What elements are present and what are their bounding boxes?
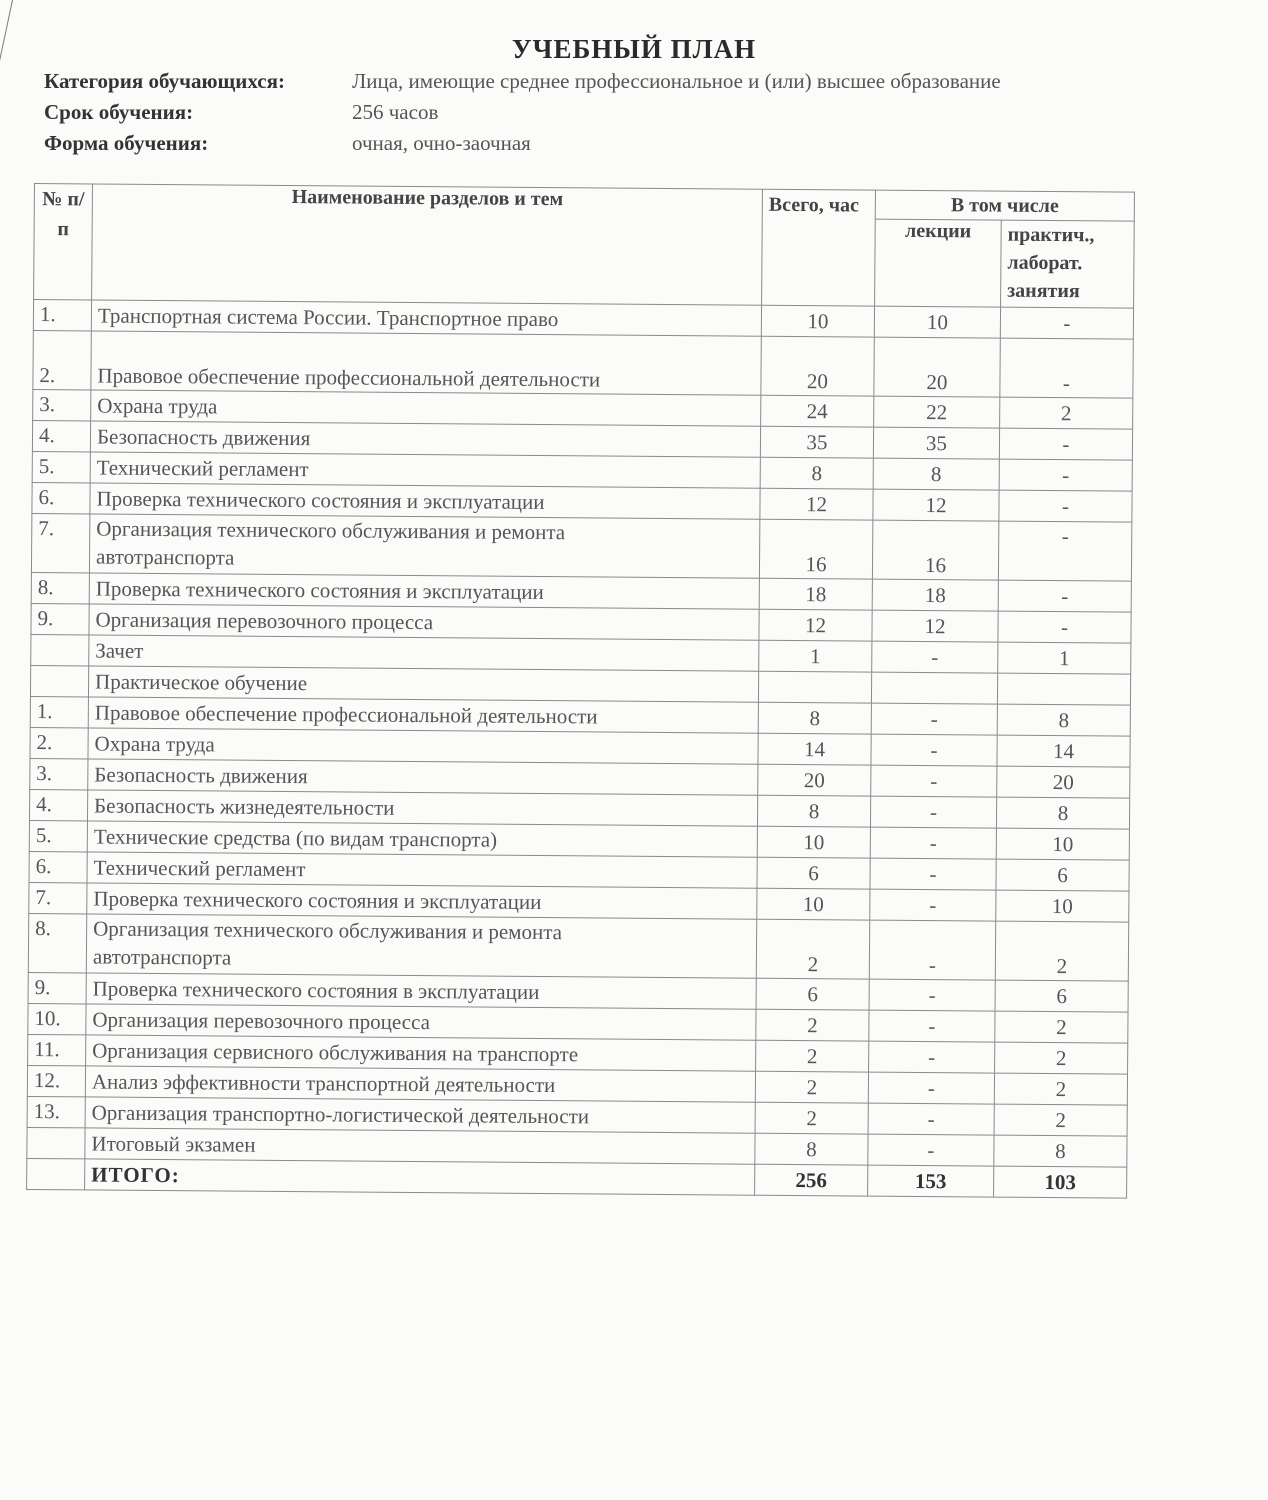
row-name: Технический регламент [87,852,757,888]
row-total: 2 [755,1102,868,1134]
row-practice: - [999,490,1132,522]
meta-value: Лица, имеющие среднее профессиональное и (или) высшее образование [352,69,1001,93]
header-name: Наименование разделов и тем [92,184,763,305]
row-name: Итоговый экзамен [85,1128,755,1164]
row-name: Проверка технического состояния и эксплуатации [90,483,760,519]
row-practice: 2 [995,921,1128,981]
row-lectures: - [869,979,995,1011]
row-lectures: - [870,827,996,859]
row-total: 18 [759,578,872,610]
row-name: Проверка технического состояния и эксплуатации [89,573,759,609]
row-lectures: 12 [873,489,999,521]
curriculum-table [26,183,1135,1199]
row-name: Транспортная система России. Транспортное право [91,300,761,336]
table-row [33,330,1133,398]
row-name: Правовое обеспечение профессиональной деятельности [88,697,758,733]
table-row [31,513,1131,581]
row-practice: 20 [997,766,1130,798]
row-total: 12 [760,488,873,520]
row-lectures: 10 [874,306,1000,338]
row-name: Безопасность движения [90,421,760,457]
row-lectures: - [871,703,997,735]
row-total: 8 [760,457,873,489]
row-num: 7. [29,882,87,913]
row-practice: 10 [996,890,1129,922]
row-lectures: 20 [874,337,1000,397]
row-num: 4. [32,420,90,451]
row-lectures: 8 [873,458,999,490]
row-name: Организация перевозочного процесса [86,1004,756,1040]
row-practice: 8 [997,704,1130,736]
row-lectures: - [869,1041,995,1073]
row-lectures: 16 [872,520,998,580]
row-name-line: автотранспорта [92,944,232,970]
total-hours: 256 [755,1164,868,1196]
row-practice: 10 [996,828,1129,860]
row-num: 8. [31,572,89,603]
meta-label: Форма обучения: [44,131,209,155]
row-total: 24 [761,395,874,427]
row-num: 5. [32,451,90,482]
row-num: 3. [30,758,88,789]
row-total: 10 [761,305,874,337]
row-num: 1. [30,696,88,727]
meta-value: очная, очно-заочная [352,131,531,155]
row-lectures: - [871,765,997,797]
row-name: Организация перевозочного процесса [89,604,759,640]
row-lectures: - [871,734,997,766]
total-label: ИТОГО: [85,1159,755,1195]
row-num: 6. [29,851,87,882]
row-total: 14 [758,733,871,765]
row-total: 2 [756,919,869,979]
row-total: 6 [757,857,870,889]
row-lectures: - [868,1072,994,1104]
row-lectures: 22 [874,396,1000,428]
row-num: 3. [33,389,91,420]
row-total: 12 [759,609,872,641]
row-lectures: - [869,920,995,980]
page-title: УЧЕБНЫЙ ПЛАН [511,34,757,64]
row-num [31,634,89,665]
meta-row-category [44,66,1001,97]
row-total: 8 [757,795,870,827]
row-num [27,1127,85,1158]
row-name: Практическое обучение [88,666,758,702]
row-num: 5. [29,820,87,851]
total-num [27,1158,85,1189]
row-name: Безопасность жизнедеятельности [87,790,757,826]
row-practice: 2 [994,1104,1127,1136]
row-practice: 14 [997,735,1130,767]
row-total: 20 [761,336,874,396]
row-lectures: - [870,796,996,828]
row-practice: 6 [995,980,1128,1012]
meta-row-duration [44,97,1001,128]
row-lectures: - [868,1103,994,1135]
row-name: Охрана труда [91,390,761,426]
row-total [758,671,871,703]
row-num [30,665,88,696]
header-total: Всего, час [762,189,876,306]
header-group: В том числе [875,190,1134,221]
row-num: 1. [33,300,91,331]
row-num: 12. [27,1065,85,1096]
row-practice: - [999,459,1132,491]
row-num: 13. [27,1096,85,1127]
row-name-line: автотранспорта [95,544,235,570]
row-practice: 2 [994,1073,1127,1105]
row-total: 6 [756,978,869,1010]
row-practice: 2 [1000,397,1133,429]
row-num: 2. [30,727,88,758]
row-num: 9. [31,603,89,634]
meta-label: Категория обучающихся: [44,69,285,93]
row-lectures: 35 [873,427,999,459]
row-practice: - [1000,307,1133,339]
row-name [89,514,759,578]
row-total: 10 [757,826,870,858]
header-lectures: лекции [875,219,1002,307]
row-num: 2. [33,330,91,389]
row-name: Анализ эффективности транспортной деятельности [85,1066,755,1102]
row-practice: - [998,521,1131,581]
row-total: 20 [758,764,871,796]
row-num: 9. [28,972,86,1003]
row-lectures: - [868,1134,994,1166]
row-total: 8 [755,1133,868,1165]
row-lectures: - [870,889,996,921]
header-num: № п/п [34,184,93,300]
row-num: 8. [28,913,86,972]
row-name: Безопасность движения [88,759,758,795]
row-total: 1 [759,640,872,672]
row-practice: 2 [995,1042,1128,1074]
row-practice [997,673,1130,705]
meta-label: Срок обучения: [44,100,194,124]
row-total: 2 [756,1040,869,1072]
row-name: Охрана труда [88,728,758,764]
row-lectures: - [870,858,996,890]
plan-meta [44,66,1001,159]
row-num: 6. [32,482,90,513]
row-practice: - [998,611,1131,643]
meta-value: 256 часов [352,100,439,124]
row-name: Проверка технического состояния в эксплуатации [86,973,756,1009]
row-name: Проверка технического состояния и эксплуатации [87,883,757,919]
row-total: 35 [760,426,873,458]
row-name: Правовое обеспечение профессиональной деятельности [91,331,761,395]
meta-row-form [44,128,1001,159]
row-total: 2 [755,1071,868,1103]
row-practice: 6 [996,859,1129,891]
row-lectures: 18 [872,579,998,611]
table-row [28,913,1128,981]
row-practice: - [999,428,1132,460]
row-name-line: Организация технического обслуживания и ремонта [96,516,566,545]
row-total: 2 [756,1009,869,1041]
row-name: Организация транспортно-логистической деятельности [85,1097,755,1133]
table-body [27,300,1134,1199]
row-lectures [871,672,997,704]
row-lectures: 12 [872,610,998,642]
row-practice: - [1000,338,1133,398]
row-num: 10. [28,1003,86,1034]
row-lectures: - [872,641,998,673]
row-name: Организация сервисного обслуживания на транспорте [86,1035,756,1071]
row-practice: - [998,580,1131,612]
row-name: Зачет [89,635,759,671]
row-name: Технический регламент [90,452,760,488]
row-lectures: - [869,1010,995,1042]
row-num: 11. [28,1034,86,1065]
header-practice: практич., лаборат. занятия [1001,220,1135,308]
row-name: Технические средства (по видам транспорта) [87,821,757,857]
row-num: 7. [31,513,89,572]
row-name-line: Организация технического обслуживания и ремонта [93,916,563,945]
row-practice: 2 [995,1011,1128,1043]
row-practice: 1 [998,642,1131,674]
row-num: 4. [29,789,87,820]
row-practice: 8 [994,1135,1127,1167]
row-practice: 8 [996,797,1129,829]
row-name [86,914,756,978]
row-total: 8 [758,702,871,734]
row-total: 16 [759,519,872,579]
total-practice: 103 [994,1166,1127,1198]
total-lectures: 153 [868,1165,994,1197]
row-total: 10 [757,888,870,920]
